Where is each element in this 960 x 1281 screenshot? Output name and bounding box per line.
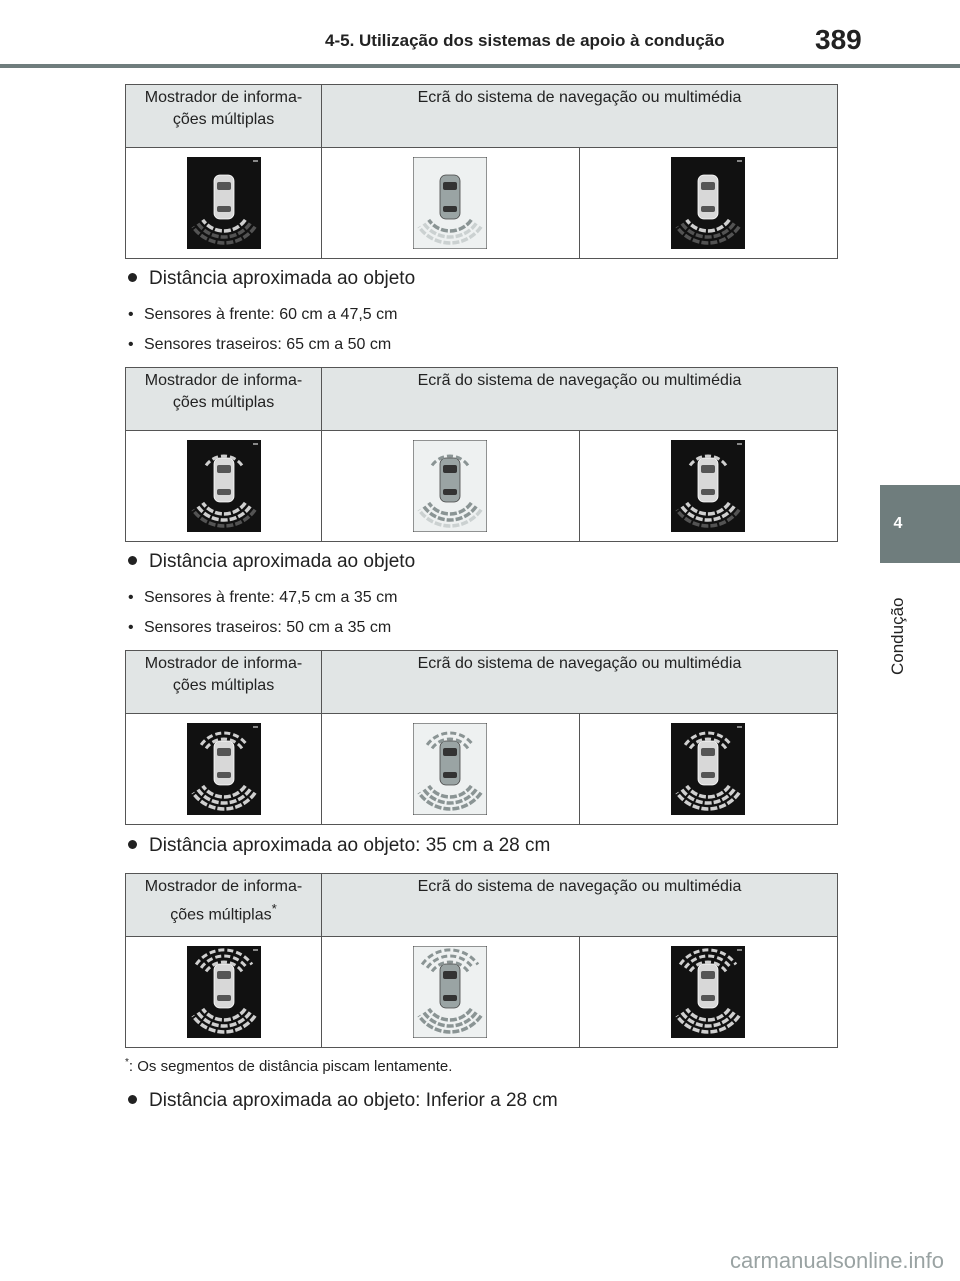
display-indicator-icon [737,443,742,445]
mid-display-cell [126,148,322,259]
display-indicator-icon [253,160,258,162]
car-icon [698,741,718,785]
display-indicator-icon [737,726,742,728]
car-rear-window [701,489,715,495]
car-rear-window [217,995,231,1001]
chapter-label-wrap [880,575,916,675]
car-windshield [443,182,457,190]
header-rule [0,64,960,68]
header-left-line-2: ções múltiplas [172,677,275,694]
nav-display-dark-cell [579,431,837,542]
car-icon [440,458,460,502]
detail-2-2: • Sensores traseiros: 50 cm a 35 cm [128,619,392,636]
car-icon [440,741,460,785]
mid-display-cell [126,714,322,825]
page-header [0,0,960,66]
car-icon [214,175,234,219]
car-rear-window [443,995,457,1001]
caption-1: Distância aproximada ao objeto [128,268,415,290]
header-left [126,368,322,431]
bullet-icon [128,556,137,565]
multi-info-display-image [187,440,261,532]
car-windshield [701,971,715,979]
car-windshield [217,748,231,756]
display-table-1 [125,84,838,259]
bullet-icon [128,273,137,282]
nav-display-dark-image [671,157,745,249]
header-right: Ecrã do sistema de navegação ou multimédia [322,874,838,937]
section-title: 4-5. Utilização dos sistemas de apoio à condução [325,31,725,50]
display-indicator-icon [737,949,742,951]
header-left-line-1: Mostrador de informa- [144,655,303,672]
display-table-3 [125,650,838,825]
car-rear-window [217,772,231,778]
nav-display-light-image [413,946,487,1038]
car-icon [440,175,460,219]
car-rear-window [217,206,231,212]
header-right: Ecrã do sistema de navegação ou multimédia [322,651,838,714]
car-rear-window [701,206,715,212]
car-rear-window [217,489,231,495]
chapter-label: Condução [888,597,907,675]
multi-info-display-image [187,946,261,1038]
nav-display-dark-cell [579,937,837,1048]
nav-display-light-cell [322,148,580,259]
header-left-line-1: Mostrador de informa- [144,372,303,389]
display-indicator-icon [253,949,258,951]
display-indicator-icon [737,160,742,162]
car-icon [214,458,234,502]
car-windshield [443,748,457,756]
multi-info-display-image [187,723,261,815]
nav-display-light-image [413,723,487,815]
nav-display-light-image [413,157,487,249]
header-left [126,874,322,937]
nav-display-light-cell [322,937,580,1048]
nav-display-light-image [413,440,487,532]
car-icon [214,741,234,785]
car-rear-window [443,489,457,495]
detail-2-1: • Sensores à frente: 47,5 cm a 35 cm [128,589,398,606]
mid-display-cell [126,431,322,542]
header-left-line-1: Mostrador de informa- [144,878,303,895]
car-windshield [217,182,231,190]
nav-display-dark-image [671,946,745,1038]
car-icon [440,964,460,1008]
nav-display-light-cell [322,714,580,825]
car-rear-window [701,995,715,1001]
car-windshield [443,971,457,979]
detail-1-1: • Sensores à frente: 60 cm a 47,5 cm [128,306,398,323]
header-left-line-2: ções múltiplas [170,906,272,924]
car-icon [698,175,718,219]
mid-display-cell [126,937,322,1048]
nav-display-dark-cell [579,148,837,259]
car-windshield [701,182,715,190]
car-windshield [701,465,715,473]
display-table-2 [125,367,838,542]
car-icon [214,964,234,1008]
header-right: Ecrã do sistema de navegação ou multimédia [322,85,838,148]
car-rear-window [443,206,457,212]
multi-info-display-image [187,157,261,249]
nav-display-dark-image [671,440,745,532]
header-left [126,85,322,148]
nav-display-dark-image [671,723,745,815]
header-left [126,651,322,714]
display-indicator-icon [253,726,258,728]
car-windshield [217,971,231,979]
bullet-icon [128,840,137,849]
nav-display-light-cell [322,431,580,542]
caption-3: Distância aproximada ao objeto: 35 cm a 28 cm [128,835,550,857]
car-rear-window [701,772,715,778]
detail-1-2: • Sensores traseiros: 65 cm a 50 cm [128,336,392,353]
car-icon [698,964,718,1008]
display-table-4 [125,873,838,1048]
footnote: *: Os segmentos de distância piscam lentamente. [125,1057,453,1075]
watermark: carmanualsonline.info [730,1248,945,1273]
header-left-line-2: ções múltiplas [172,111,275,128]
car-rear-window [443,772,457,778]
caption-2: Distância aproximada ao objeto [128,551,415,573]
header-left-line-1: Mostrador de informa- [144,89,303,106]
chapter-tab [880,485,960,563]
chapter-number: 4 [893,515,903,532]
car-windshield [443,465,457,473]
header-right: Ecrã do sistema de navegação ou multimédia [322,368,838,431]
car-windshield [217,465,231,473]
display-indicator-icon [253,443,258,445]
header-left-line-2: ções múltiplas [172,394,275,411]
car-icon [698,458,718,502]
car-windshield [701,748,715,756]
page-number: 389 [815,24,862,55]
bullet-icon [128,1095,137,1104]
asterisk-marker: * [271,901,277,916]
nav-display-dark-cell [579,714,837,825]
caption-4: Distância aproximada ao objeto: Inferior a 28 cm [128,1090,558,1112]
